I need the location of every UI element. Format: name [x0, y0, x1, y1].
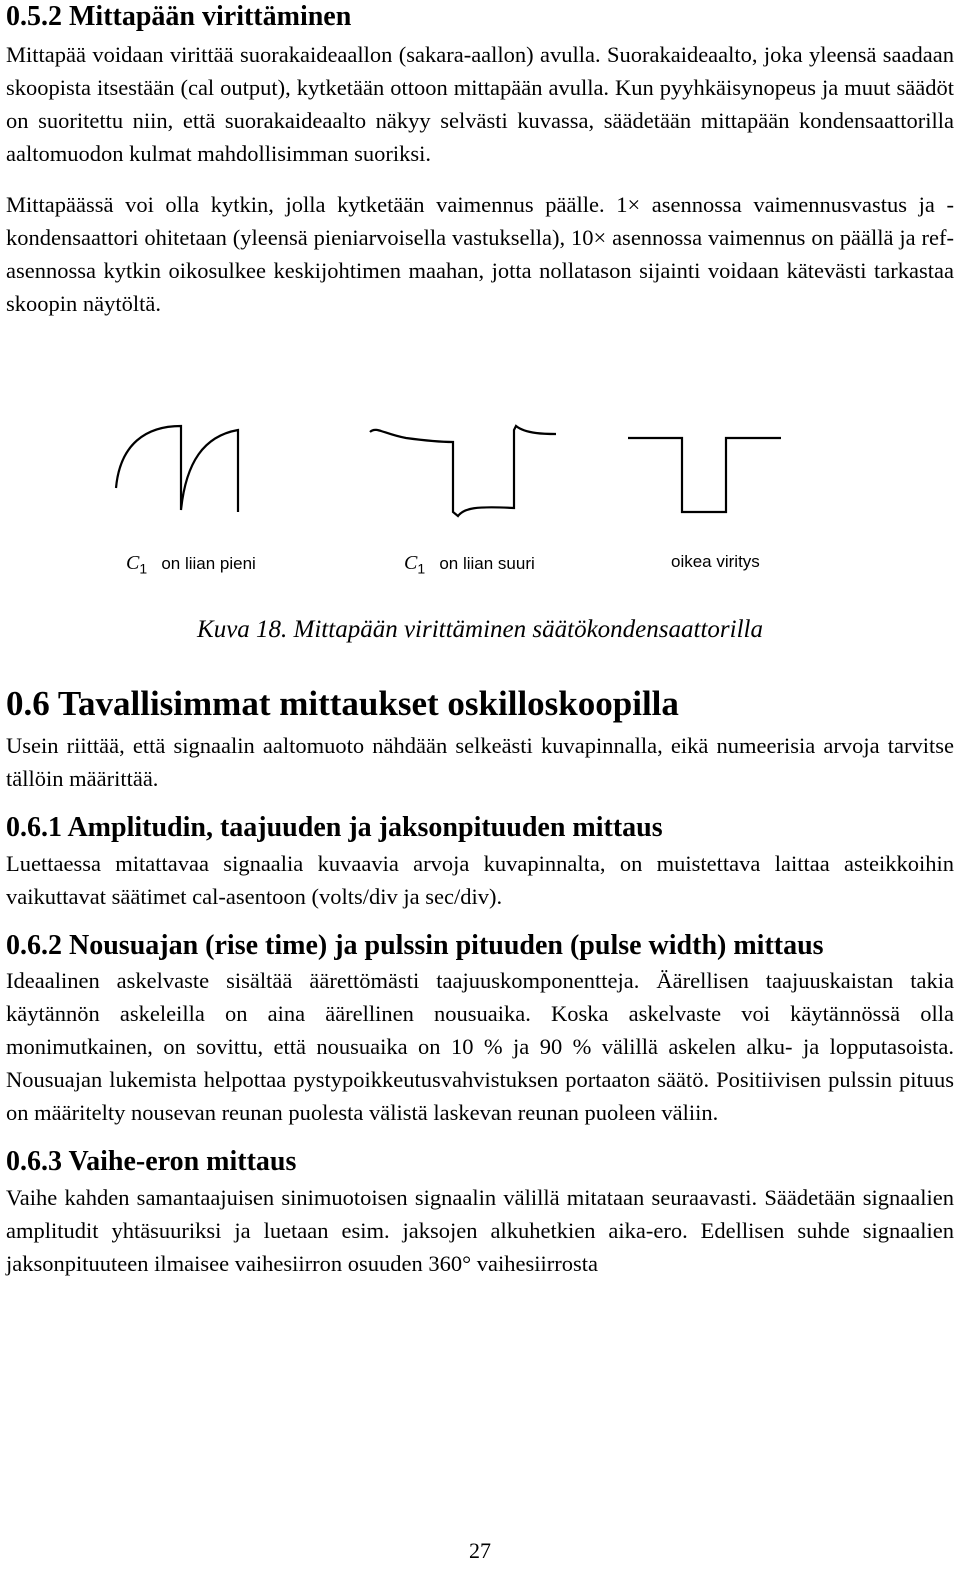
section-heading-0-5-2: 0.5.2 Mittapään virittäminen: [6, 1, 352, 32]
paragraph-rise-time-measurement: Ideaalinen askelvaste sisältää äärettömästi taajuuskomponentteja. Äärellisen taajuuskaistan takia käytännön askeleilla on aina äärellinen nousuaika. Koska askelvaste voi käytännössä olla monimutkainen, on sovittu, että nousuaika on 10 % ja 90 % välillä askelen alku- ja lopputasoista. Nousuajan lukemista helpottaa pystypoikkeutusvahvistuksen portaaton säätö. Positiivisen pulssin pituus on määritelty nousevan reunan puolesta välistä laskevan reunan puoleen väliin.: [6, 968, 954, 1126]
waveform-correct: [628, 438, 781, 512]
label-c1-too-large: $C_1$ on liian suuri: [404, 552, 535, 577]
figure-caption: Kuva 18. Mittapään virittäminen säätökondensaattorilla: [197, 616, 763, 643]
waveform-overcompensated: [370, 426, 556, 516]
waveform-undercompensated: [116, 426, 238, 512]
paragraph-amplitude-measurement: Luettaessa mitattavaa signaalia kuvaavia arvoja kuvapinnalta, on muistettava laittaa asteikkoihin vaikuttavat säätimet cal-asentoon (volts/div ja sec/div).: [6, 850, 954, 909]
section-0-6: [6, 683, 954, 1280]
paragraph-probe-switch: Mittapäässä voi olla kytkin, jolla kytketään vaimennus päälle. 1× asennossa vaimennusvastus ja -kondensaattori ohitetaan (yleensä pieniarvoisella vastuksella), 10× asennossa vaimennus on päällä ja ref-asennossa kytkin oikosulkee keskijohtimen maahan, jotta nollatason sijainti voidaan kätevästi tarkastaa skoopin näytöltä.: [6, 191, 954, 316]
section-heading-0-6-1: 0.6.1 Amplitudin, taajuuden ja jaksonpituuden mittaus: [6, 812, 663, 843]
paragraph-probe-tuning-intro: Mittapää voidaan virittää suorakaideaallon (sakara-aallon) avulla. Suorakaideaalto, joka yleensä saadaan skoopista itsestään (cal output), kytketään ottoon mittapään avulla. Kun pyyhkäisynopeus ja muut säädöt on suoritettu niin, että suorakaideaalto näkyy selvästi kuvassa, säädetään mittapään kondensaattorilla aaltomuodon kulmat mahdollisimman suoriksi.: [6, 41, 954, 166]
paragraph-phase-measurement: Vaihe kahden samantaajuisen sinimuotoisen signaalin välillä mitataan seuraavasti. Säädetään signaalien amplitudit yhtäsuuriksi ja luetaan esim. jaksojen alkuhetkien aika-ero. Edellisen suhde signaalien jaksonpituuteen ilmaisee vaihesiirron osuuden 360° vaihesiirrosta: [6, 1184, 954, 1276]
page-number: 27: [469, 1538, 491, 1563]
waveform-diagram: [6, 404, 954, 577]
section-heading-0-6: 0.6 Tavallisimmat mittaukset oskilloskoopilla: [6, 684, 679, 723]
figure-probe-tuning: [6, 404, 954, 689]
section-heading-0-6-3: 0.6.3 Vaihe-eron mittaus: [6, 1146, 297, 1178]
label-c1-too-small: $C_1$ on liian pieni: [126, 552, 256, 577]
section-heading-0-6-2: 0.6.2 Nousuajan (rise time) ja pulssin pituuden (pulse width) mittaus: [6, 929, 824, 961]
paragraph-common-measurements: Usein riittää, että signaalin aaltomuoto nähdään selkeästi kuvapinnalla, eikä numeerisia arvoja tarvitse tällöin määrittää.: [6, 733, 954, 791]
label-correct-tuning: oikea viritys: [671, 552, 760, 571]
section-0-5-2: [6, 0, 954, 320]
